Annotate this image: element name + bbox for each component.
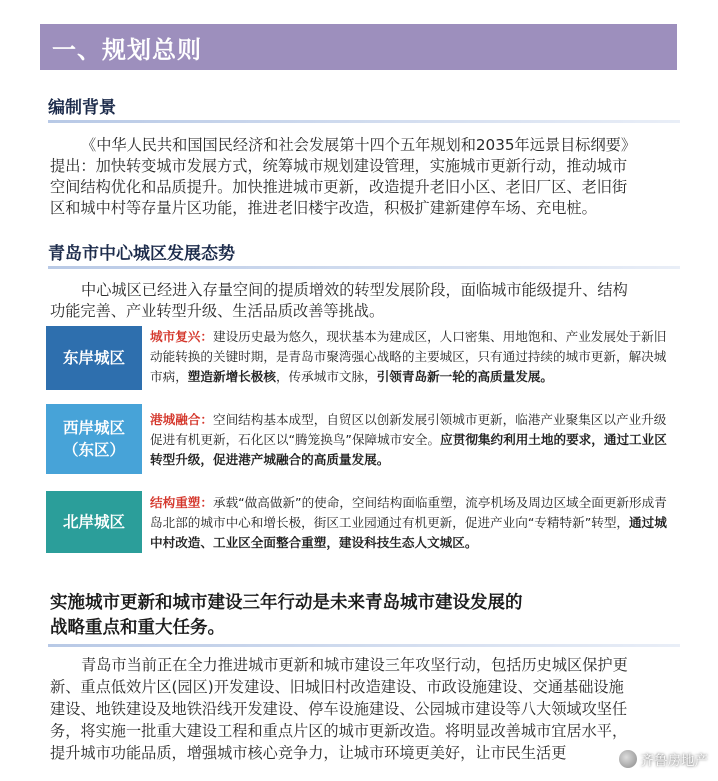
heading-underline	[48, 644, 680, 647]
paragraph-line: 务，将实施一批重大建设工程和重点片区的城市更新改造。将明显改善城市宜居水平，	[50, 722, 628, 740]
action-paragraph	[50, 654, 680, 764]
district-row-west	[46, 404, 682, 476]
heading-underline	[48, 266, 680, 269]
paragraph-line: 青岛市当前正在全力推进城市更新和城市建设三年攻坚行动，包括历史城区保护更	[81, 656, 628, 674]
paragraph-line: 新、重点低效片区(园区)开发建设、旧城旧村改造建设、市政设施建设、交通基础设施	[50, 678, 624, 696]
district-lead: 港城融合：	[150, 412, 213, 427]
district-row-east	[46, 326, 682, 392]
district-tag-east: 东岸城区	[46, 326, 142, 390]
watermark	[619, 749, 709, 769]
district-lead: 城市复兴：	[150, 329, 213, 344]
paragraph-line: 空间结构优化和品质提升。加快推进城市更新，改造提升老旧小区、老旧厂区、老旧街	[50, 178, 628, 196]
district-lead: 结构重塑：	[150, 495, 213, 510]
paragraph-line: 功能完善、产业转型升级、生活品质改善等挑战。	[50, 302, 385, 320]
district-desc-north: 结构重塑：承载“做高做新”的使命，空间结构面临重塑，流亭机场及周边区域全面更新形成青岛北部的城市中心和增长极，街区工业园通过有机更新，促进产业向“专精特新”转型，通过城中村改造、工业区全面整合重塑，建设科技生态人文城区。	[150, 495, 667, 550]
district-tag-north: 北岸城区	[46, 491, 142, 553]
wechat-icon	[619, 750, 637, 768]
section-banner	[40, 24, 677, 70]
action-heading: 实施城市更新和城市建设三年行动是未来青岛城市建设发展的 战略重点和重大任务。	[50, 593, 523, 638]
trend-heading: 青岛市中心城区发展态势	[48, 244, 235, 264]
paragraph-line: 提出：加快转变城市发展方式，统筹城市规划建设管理，实施城市更新行动，推动城市	[50, 157, 628, 175]
district-row-north	[46, 491, 682, 555]
banner-title: 一、规划总则	[52, 35, 202, 64]
paragraph-line: 《中华人民共和国国民经济和社会发展第十四个五年规划和2035年远景目标纲要》	[81, 136, 637, 154]
paragraph-line: 提升城市功能品质，增强城市核心竞争力，让城市环境更美好，让市民生活更	[50, 744, 567, 762]
trend-paragraph	[50, 280, 680, 322]
paragraph-line: 中心城区已经进入存量空间的提质增效的转型发展阶段，面临城市能级提升、结构	[81, 281, 628, 299]
district-desc-west: 港城融合：空间结构基本成型，自贸区以创新发展引领城市更新，临港产业聚集区以产业升级促进有机更新，石化区以“腾笼换鸟”保障城市安全。应贯彻集约利用土地的要求，通过工业区转型升级，促进港产城融合的高质量发展。	[150, 412, 667, 467]
heading-underline	[48, 120, 680, 123]
background-paragraph	[50, 135, 680, 219]
district-tag-west: 西岸城区 （东区）	[46, 404, 142, 474]
paragraph-line: 区和城中村等存量片区功能，推进老旧楼宇改造，积极扩建新建停车场、充电桩。	[50, 199, 597, 217]
background-heading: 编制背景	[48, 98, 116, 118]
district-desc-east: 城市复兴：建设历史最为悠久，现状基本为建成区，人口密集、用地饱和、产业发展处于新旧动能转换的关键时期，是青岛市聚湾强心战略的主要城区，只有通过持续的城市更新，解决城市病，塑造新增长极核，传承城市文脉，引领青岛新一轮的高质量发展。	[150, 329, 667, 384]
paragraph-line: 建设、地铁建设及地铁沿线开发建设、停车设施建设、公园城市建设等八大领域攻坚任	[50, 700, 628, 718]
watermark-text: 齐鲁房地产	[640, 753, 708, 769]
